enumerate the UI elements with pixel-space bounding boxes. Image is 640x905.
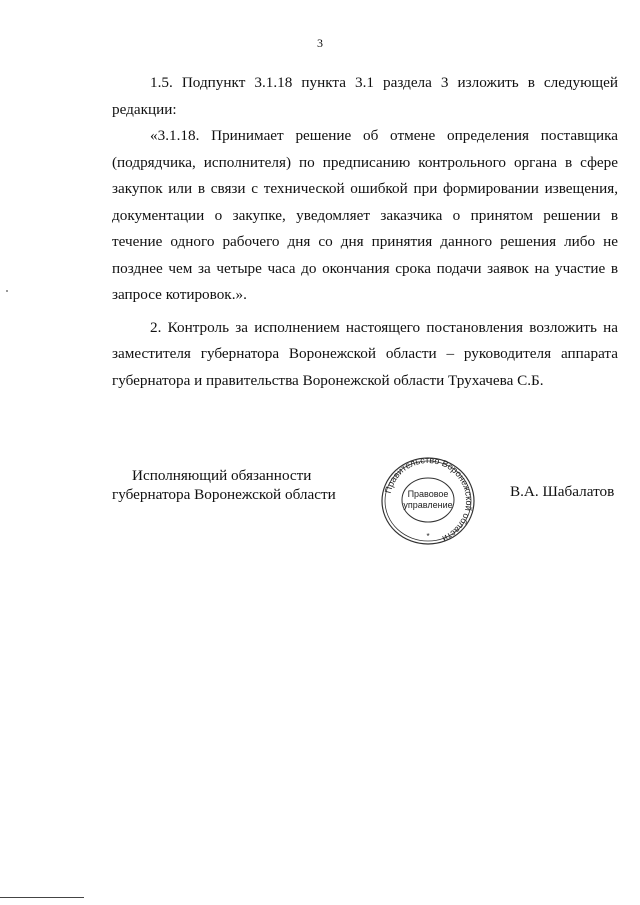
paragraph-3-1-18-quote: «3.1.18. Принимает решение об отмене определения поставщика (подрядчика, исполнителя) по предписанию контрольного органа в сфере закупок или в связи с технической ошибкой при формировании извещения, документации о закупке, уведомляет заказчика о принятом решении в течение одного рабочего дня со дня принятия данного решения либо не позднее чем за четыре часа до окончания срока подачи заявок на участие в запросе котировок.». [112, 127, 618, 303]
official-seal-stamp [378, 456, 478, 546]
scan-mark [6, 290, 8, 292]
svg-text:Правительство Воронежской обла: Правительство Воронежской области [382, 456, 475, 544]
svg-text:*: * [426, 532, 430, 541]
signatory-title [112, 466, 352, 504]
svg-text:управление: управление [403, 500, 453, 510]
svg-text:Правовое: Правовое [407, 489, 449, 499]
signatory-title-line-2: губернатора Воронежской области [112, 486, 336, 503]
paragraph-2-control: 2. Контроль за исполнением настоящего постановления возложить на заместителя губернатора Воронежской области – руководителя аппарата губернатора и правительства Воронежской области Трухачева С.Б. [112, 318, 618, 389]
signatory-name: В.А. Шабалатов [510, 483, 615, 500]
paragraph-1-5: 1.5. Подпункт 3.1.18 пункта 3.1 раздела 3 изложить в следующей редакции: [112, 74, 618, 118]
document-body [112, 70, 618, 394]
footnote-rule [0, 897, 84, 898]
page-number: 3 [317, 36, 323, 50]
signatory-title-line-1: Исполняющий обязанности [132, 467, 312, 484]
